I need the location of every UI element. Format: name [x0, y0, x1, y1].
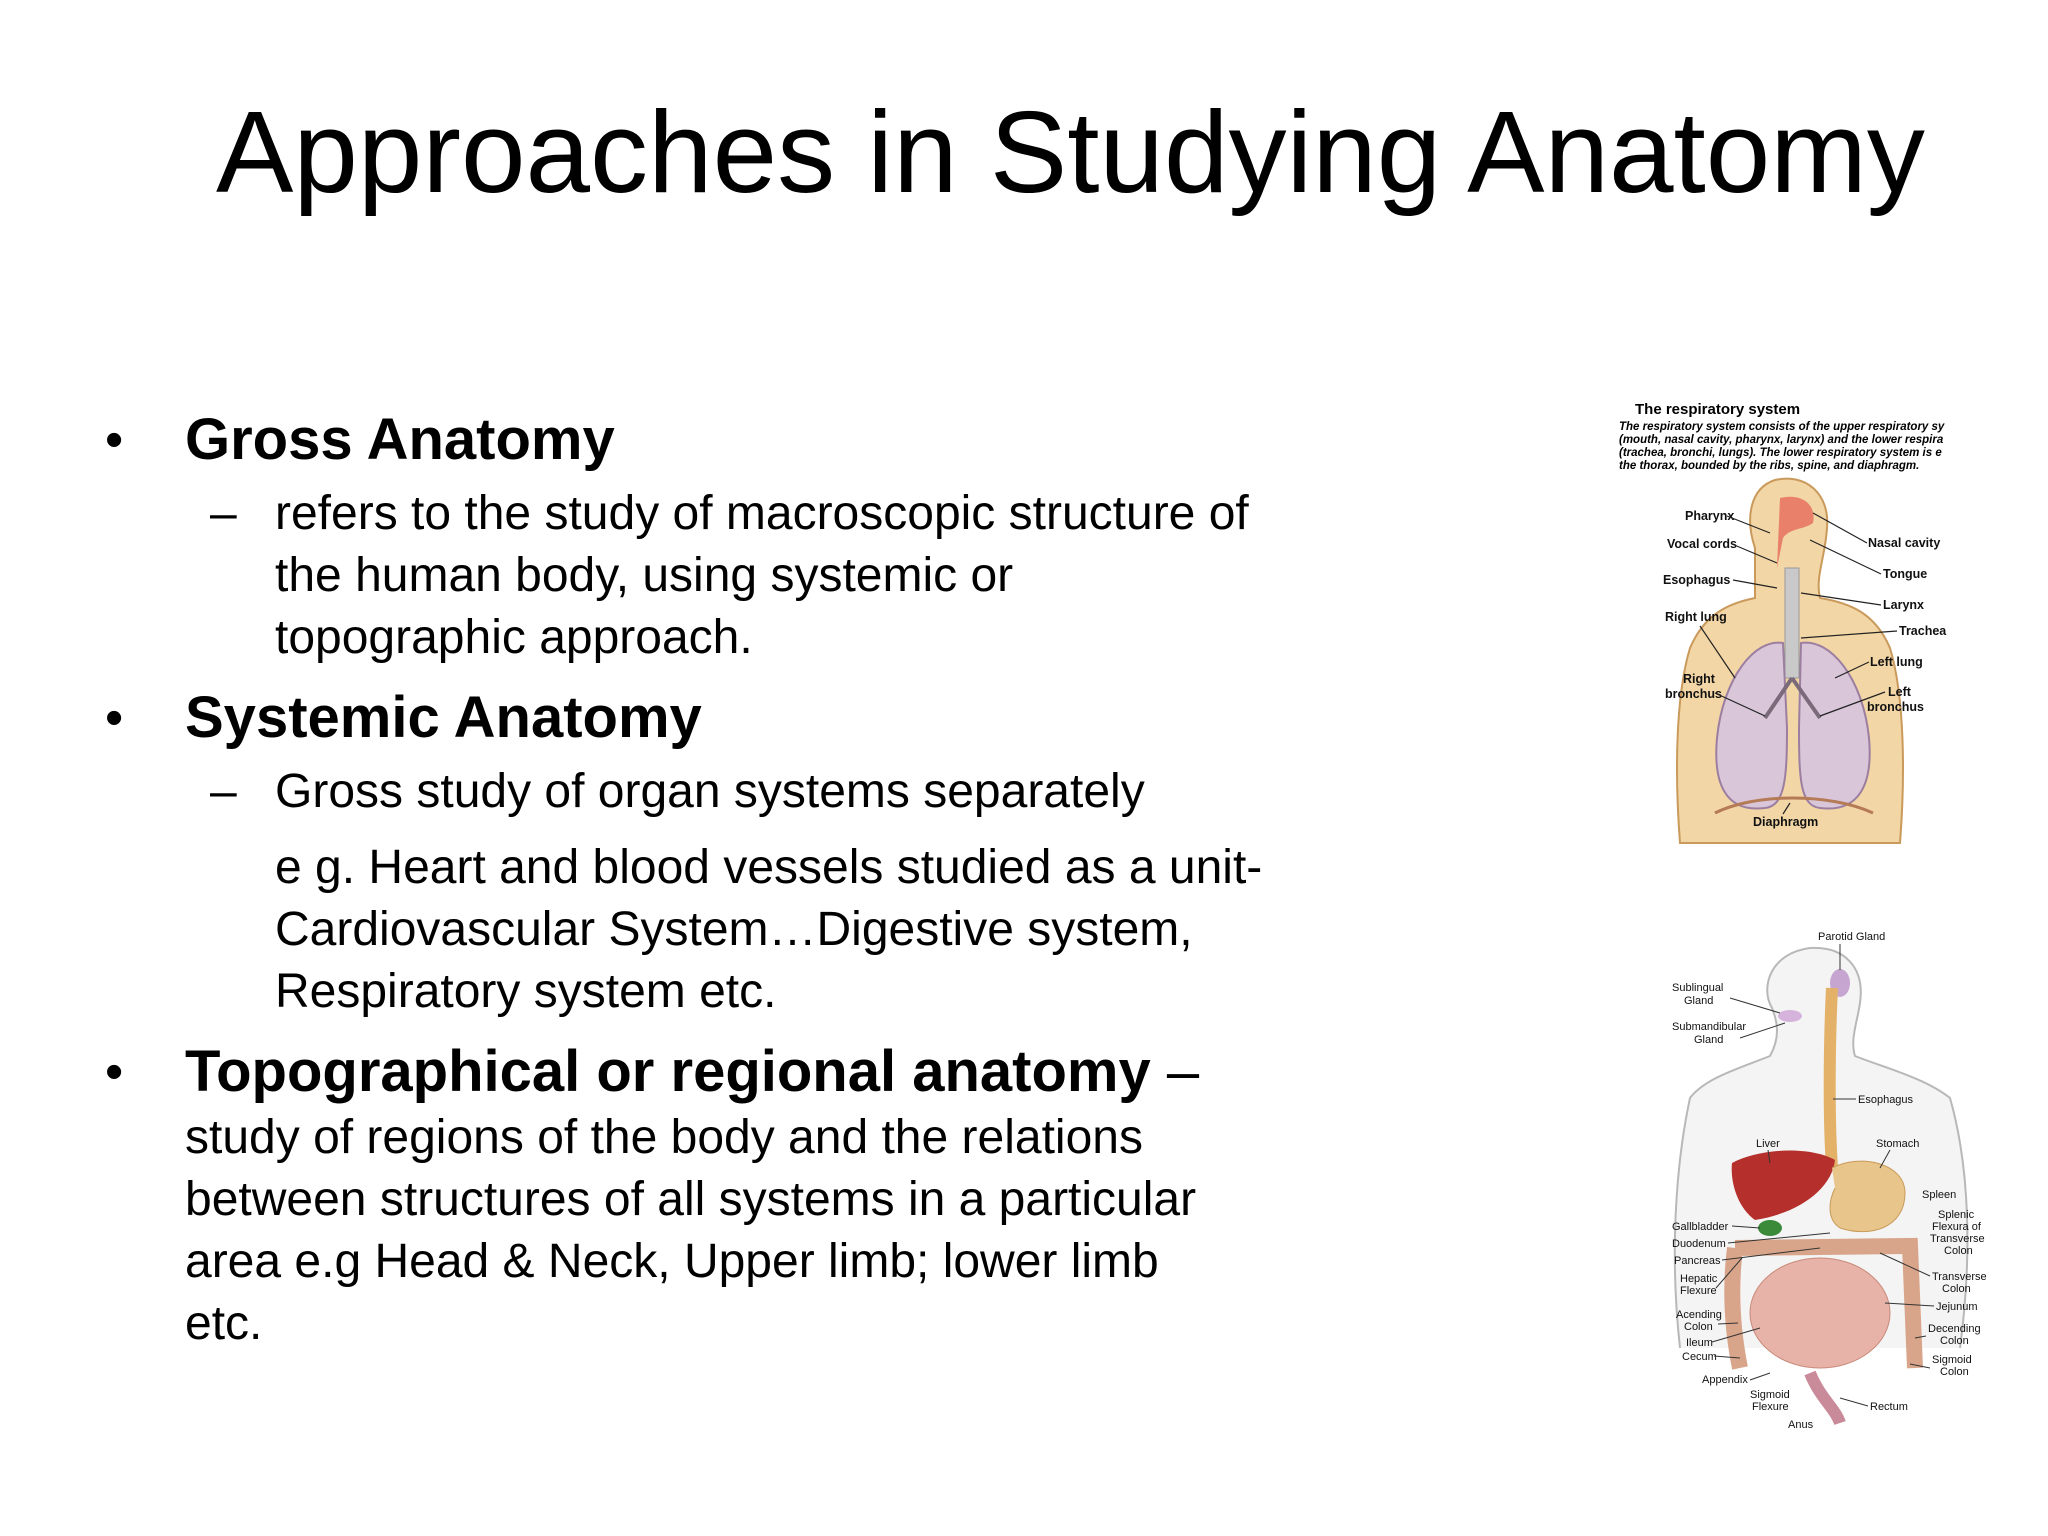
caption-line: The respiratory system consists of the upper respiratory sy: [1619, 421, 1945, 433]
label-sigmoid-colon: Colon: [1940, 1366, 1969, 1378]
digestive-system-figure: [1660, 928, 2020, 1450]
sublingual-gland-shape: [1778, 1010, 1802, 1022]
label-sublingual-gland: Gland: [1684, 995, 1714, 1007]
caption-line: (trachea, bronchi, lungs). The lower respiratory system is e: [1619, 447, 1942, 459]
description-line: area e.g Head & Neck, Upper limb; lower limb: [185, 1235, 1159, 1288]
label-sigmoid-colon: Sigmoid: [1932, 1354, 1972, 1366]
label-sigmoid-flexure: Sigmoid: [1750, 1389, 1790, 1401]
esophagus-shape: [1830, 988, 1832, 1168]
example-line: Respiratory system etc.: [275, 965, 777, 1018]
label-larynx: Larynx: [1883, 598, 1924, 612]
label-esophagus: Esophagus: [1858, 1094, 1914, 1106]
label-decending-colon: Colon: [1940, 1335, 1969, 1347]
label-splenic-flexure: Transverse: [1930, 1233, 1985, 1245]
label-submandibular-gland: Submandibular: [1672, 1021, 1746, 1033]
bullet-description: [185, 1107, 1405, 1355]
label-right-bronchus: Right: [1683, 672, 1715, 686]
label-decending-colon: Decending: [1928, 1323, 1981, 1335]
label-ileum: Ileum: [1686, 1337, 1713, 1349]
label-hepatic-flexure: Hepatic: [1680, 1273, 1718, 1285]
label-sublingual-gland: Sublingual: [1672, 982, 1724, 994]
label-rectum: Rectum: [1870, 1401, 1908, 1413]
label-trachea: Trachea: [1899, 624, 1947, 638]
label-anus: Anus: [1788, 1419, 1814, 1431]
label-right-lung: Right lung: [1665, 610, 1727, 624]
bullet-dot: •: [105, 689, 124, 747]
sub-bullet-line: the human body, using systemic or: [275, 549, 1014, 602]
heading-dash: –: [1150, 1039, 1200, 1104]
respiratory-system-figure: [1605, 398, 1965, 853]
bullet-heading: Systemic Anatomy: [185, 685, 702, 750]
sub-bullet-line: refers to the study of macroscopic structure of: [275, 487, 1249, 540]
example-line: e g. Heart and blood vessels studied as a unit-: [275, 841, 1263, 894]
label-pancreas: Pancreas: [1674, 1255, 1721, 1267]
dash-marker: –: [210, 765, 237, 818]
slide-body: [105, 405, 1405, 1355]
label-tongue: Tongue: [1883, 567, 1928, 581]
label-diaphragm: Diaphragm: [1753, 815, 1819, 829]
sub-bullet-line: Gross study of organ systems separately: [275, 765, 1145, 818]
bullet-systemic-anatomy: [105, 683, 1405, 753]
label-stomach: Stomach: [1876, 1138, 1920, 1150]
label-hepatic-flexure: Flexure: [1680, 1285, 1717, 1297]
digestive-diagram: [1660, 928, 2020, 1450]
slide-title: Approaches in Studying Anatomy: [216, 87, 1925, 217]
heading-text: Topographical or regional anatomy: [185, 1039, 1151, 1104]
description-line: etc.: [185, 1297, 263, 1350]
sub-bullet-line: topographic approach.: [275, 611, 753, 664]
bullet-heading: [185, 1037, 1405, 1107]
label-cecum: Cecum: [1682, 1351, 1717, 1363]
label-pharynx: Pharynx: [1685, 509, 1735, 523]
bullet-gross-anatomy: [105, 405, 1405, 475]
label-submandibular-gland: Gland: [1694, 1034, 1724, 1046]
description-line: study of regions of the body and the relations: [185, 1111, 1143, 1164]
sub-bullet: [105, 761, 1405, 823]
respiratory-diagram: [1605, 398, 1965, 853]
label-liver: Liver: [1756, 1138, 1780, 1150]
label-gallbladder: Gallbladder: [1672, 1221, 1729, 1233]
example-line: Cardiovascular System…Digestive system,: [275, 903, 1193, 956]
label-acending-colon: Colon: [1684, 1321, 1713, 1333]
bullet-heading: Gross Anatomy: [185, 407, 615, 472]
label-vocal-cords: Vocal cords: [1667, 537, 1737, 551]
bullet-dot: •: [105, 1043, 124, 1101]
label-right-bronchus: bronchus: [1665, 687, 1722, 701]
label-esophagus: Esophagus: [1663, 573, 1731, 587]
rectum-shape: [1810, 1373, 1840, 1423]
label-splenic-flexure: Flexura of: [1932, 1221, 1981, 1233]
label-duodenum: Duodenum: [1672, 1238, 1726, 1250]
dash-marker: –: [210, 487, 237, 540]
bullet-dot: •: [105, 411, 124, 469]
label-transverse-colon: Colon: [1942, 1283, 1971, 1295]
bullet-topographical-anatomy: [105, 1037, 1405, 1355]
figure-title: The respiratory system: [1635, 401, 1801, 418]
description-line: between structures of all systems in a particular: [185, 1173, 1197, 1226]
sub-bullet: [105, 483, 1405, 669]
label-splenic-flexure: Splenic: [1938, 1209, 1975, 1221]
label-sigmoid-flexure: Flexure: [1752, 1401, 1789, 1413]
label-parotid-gland: Parotid Gland: [1818, 931, 1886, 943]
label-nasal-cavity: Nasal cavity: [1868, 536, 1941, 550]
trachea-shape: [1785, 568, 1799, 678]
label-left-bronchus: bronchus: [1867, 700, 1924, 714]
sub-bullet-example: [105, 837, 1405, 1023]
label-appendix: Appendix: [1702, 1374, 1748, 1386]
label-splenic-flexure: Colon: [1944, 1245, 1973, 1257]
caption-line: the thorax, bounded by the ribs, spine, and diaphragm.: [1619, 460, 1920, 472]
gallbladder-shape: [1758, 1220, 1782, 1236]
label-spleen: Spleen: [1922, 1189, 1957, 1201]
label-left-bronchus: Left: [1888, 685, 1911, 699]
stomach-shape: [1830, 1161, 1905, 1232]
label-left-lung: Left lung: [1870, 655, 1923, 669]
label-transverse-colon: Transverse: [1932, 1271, 1987, 1283]
small-intestine-shape: [1750, 1258, 1890, 1368]
label-jejunum: Jejunum: [1936, 1301, 1978, 1313]
label-acending-colon: Acending: [1676, 1309, 1722, 1321]
caption-line: (mouth, nasal cavity, pharynx, larynx) and the lower respira: [1619, 434, 1944, 446]
